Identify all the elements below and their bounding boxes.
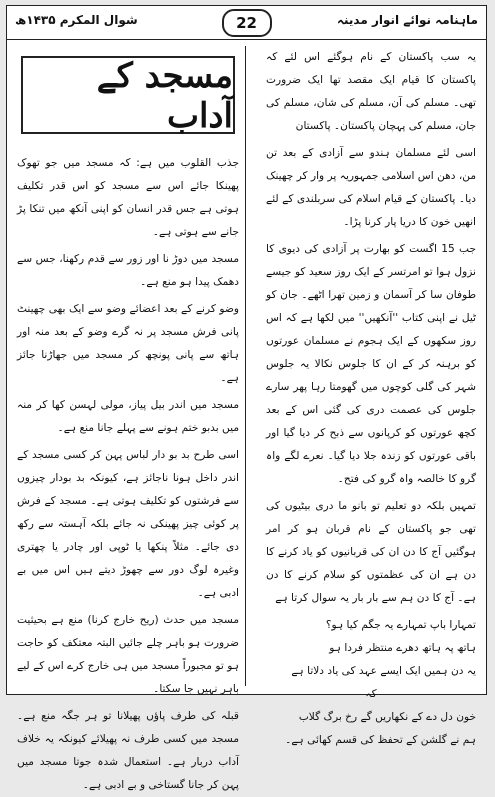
right-column (266, 46, 476, 752)
verse-line: تمہارا باپ تمہارے یہ جگم کیا ہو؟ (325, 619, 476, 631)
paragraph: اسی لئے مسلمان ہندو سے آزادی کے بعد تن من، دھن اس اسلامی جمہوریہ پر وار کر چھینک دیا۔ پاکستان کے قیام اسلام کی سربلندی کے لئے انھیں خون کا دریا پار کرنا پڑا۔ (266, 147, 476, 228)
verse-line: یہ دن ہمیں ایک ایسے عہد کی یاد دلاتا ہے (291, 665, 476, 677)
page-header (7, 6, 486, 40)
verse-line: خون دل دے کے نکھاریں گے رخ برگ گلاب (298, 711, 476, 723)
paragraph: مسجد میں حدث (ریح خارج کرنا) منع ہے بحیثیت ضرورت ہو باہر چلے جائیں البتہ معتکف کو حاجت ہو تو مجبوراً مسجد میں ہی خارج کرے اس کے لیے باہر نہیں جا سکتا۔ (17, 614, 239, 695)
verse-line: ہاتھ پہ ہاتھ دھرے منتظر فردا ہو (329, 642, 476, 654)
paragraph: جذب القلوب میں ہے: کہ مسجد میں جو تھوک پھینکا جائے اس سے مسجد کو اس قدر تکلیف ہوتی ہے جس قدر انسان کو اپنی آنکھ میں تنکا پڑ جانے سے ہوتی ہے۔ (17, 157, 239, 238)
article-title: مسجد کے آداب (96, 55, 233, 136)
paragraph: مسجد میں اندر بیل پیاز، مولی لہسن کھا کر منہ میں بدبو ختم ہونے سے پہلے جانا منع ہے۔ (17, 399, 239, 434)
paragraph: مسجد میں دوڑ نا اور زور سے قدم رکھنا، جس سے دھمک پیدا ہو منع ہے۔ (17, 253, 239, 288)
article-title-box (21, 56, 235, 134)
paragraph: اسی طرح بد بو دار لباس پہن کر کسی مسجد کے اندر داخل ہونا ناجائز ہے، کیونکہ بد بودار چیزوں سے فرشتوں کو تکلیف ہوتی ہے۔ مسجد کے فرش پر کوئی چیز پھینکی نہ جائے بلکہ آہستہ سے رکھ دی جائے۔ مثلاً پنکھا یا ٹوپی اور چادر یا چھتری وغیرہ لوگ دور سے چھوڑ دیتے ہیں اس میں بے ادبی ہے۔ (17, 449, 239, 599)
paragraph: وضو کرنے کے بعد اعضائے وضو سے ایک بھی چھینٹ پانی فرش مسجد پر نہ گرے وضو کے بعد منہ اور ہاتھ سے پانی پونچھ کر مسجد میں جھاڑنا جائز ہے۔ (17, 303, 239, 384)
column-divider (245, 46, 246, 686)
paragraph: قبلہ کی طرف پاؤں پھیلانا تو ہر جگہ منع ہے۔ مسجد میں کسی طرف نہ پھیلائے کیونکہ یہ خلاف آداب دربار ہے۔ استعمال شدہ جوتا مسجد میں پہن کر جانا گستاخی و بے ادبی ہے۔ (17, 710, 239, 791)
page-number: 22 (222, 9, 272, 37)
paragraph: تمہیں بلکہ دو تعلیم تو بانو ما دری بیٹیوں کی تھی جو پاکستان کے نام قربان ہو کر امر ہوگئیں آج کا دن ان کی قربانیوں کو یاد کرنے کا دن ہے ان کی عظمتوں کو سلام کرنے کا دن ہے۔ آج کا دن ہم سے بار بار یہ سوال کرتا ہے (266, 500, 476, 604)
page (6, 5, 487, 791)
left-column (17, 152, 239, 797)
verse-line: کہ (365, 688, 377, 700)
magazine-name: ماہنامہ نوائے انوار مدینہ (336, 13, 478, 27)
paragraph: جب 15 اگست کو بھارت پر آزادی کی دیوی کا نزول ہوا تو امرتسر کے ایک روز سعید کو جیسے طوفان سا کر آسمان و زمین تھرا اٹھے۔ جان کو ٹیل نے اپنی کتاب ''آنکھیں'' میں لکھا ہے کہ اس روز سکھوں کے ایک ہجوم نے مسلمان عورتوں کو برہنہ کر کے ان کا جلوس نکالا یہ جلوس شہر کی گلی کوچوں میں گھومتا رہا پھر سارے جلوس کی عصمت دری کی گئی اس کے بعد کچھ عورتوں کو کرپانوں سے ذبح کر دیا گیا اور باقی عورتوں کو زندہ جلا دیا گیا۔ نعرے لگے واہ گرو کا خالصہ واہ گرو کی فتح۔ (266, 243, 476, 485)
verse-line: ہم نے گلشن کے تحفظ کی قسم کھائی ہے۔ (285, 734, 476, 746)
issue-date: شوال المکرم ۱۴۳۵ھ (15, 13, 138, 27)
paragraph: یہ سب پاکستان کے نام ہوگئے اس لئے کہ پاکستان کا قیام ایک مقصد تھا ایک ضرورت تھی۔ مسلم کی آن، مسلم کی شان، مسلم کی جان، مسلم کی پہچان پاکستان۔ پاکستان (266, 51, 476, 132)
